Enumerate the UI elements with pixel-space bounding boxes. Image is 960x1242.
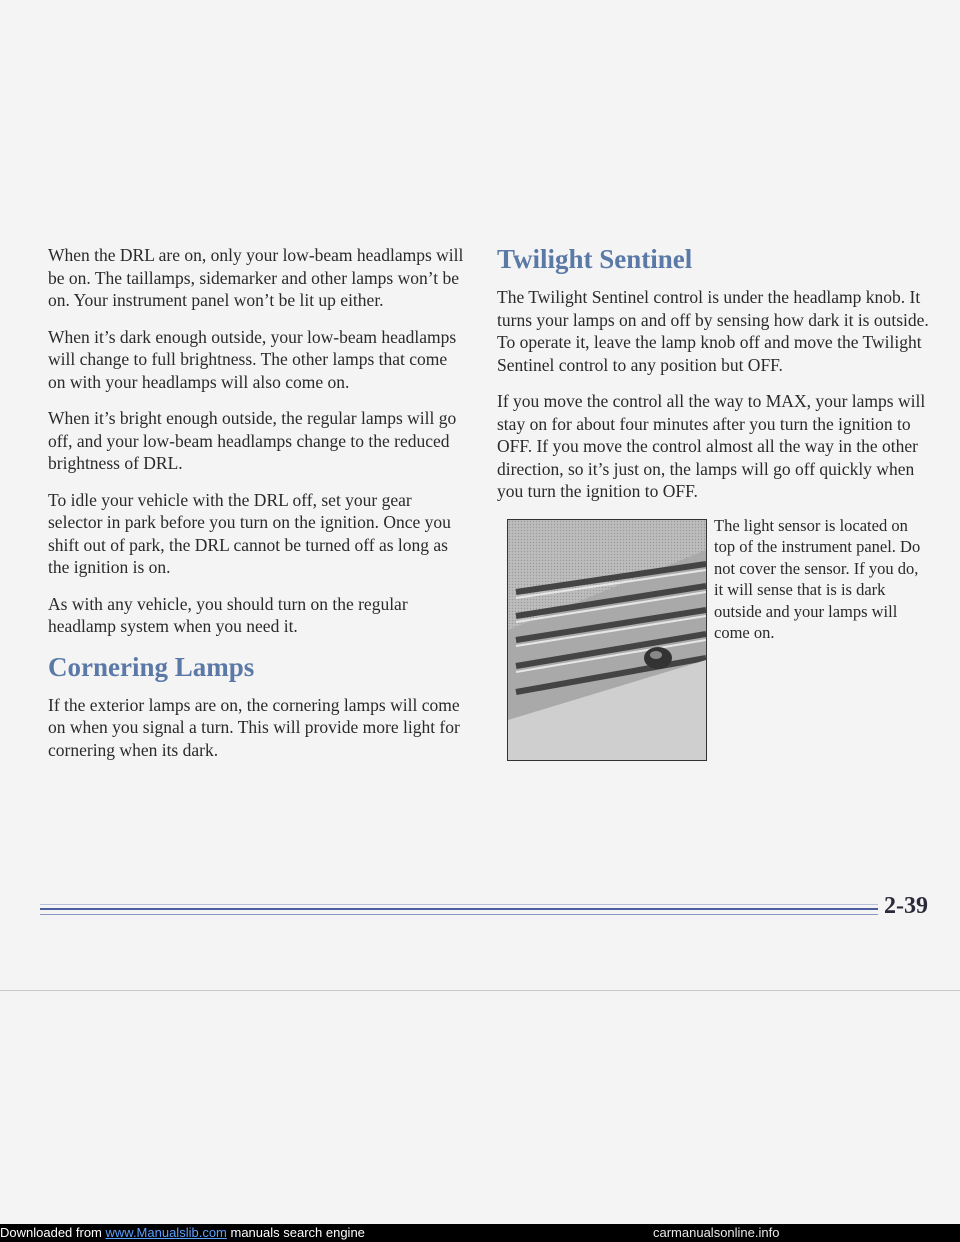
light-sensor-photo — [507, 519, 707, 761]
page-number: 2-39 — [884, 893, 928, 919]
scan-edge-line — [0, 990, 960, 991]
twilight-paragraph-2: If you move the control all the way to MAX, your lamps will stay on for about four minutes after you turn the ignition to OFF. If you move the control almost all the way in the other direction, so it’s just on, the lamps will go off quickly when you turn the ignition to OFF. — [497, 391, 926, 501]
drl-paragraph-2: When it’s dark enough outside, your low-beam headlamps will change to full brightness. The other lamps that come on with your headlamps will also come on. — [48, 326, 457, 392]
drl-paragraph-1: When the DRL are on, only your low-beam headlamps will be on. The taillamps, sidemarker and other lamps won’t be on. Your instrument panel won’t be lit up either. — [48, 245, 464, 310]
cornering-lamps-paragraph: If the exterior lamps are on, the cornering lamps will come on when you signal a turn. This will provide more light for cornering when its dark. — [48, 694, 460, 760]
rule-line-top — [40, 904, 878, 905]
right-column — [497, 244, 929, 767]
rule-line-bottom — [40, 914, 878, 915]
drl-paragraph-4: To idle your vehicle with the DRL off, set your gear selector in park before you turn on the ignition. Once you shift out of park, the DRL cannot be turned off as long as the ignition is on. — [48, 489, 451, 577]
twilight-sentinel-heading: Twilight Sentinel — [497, 244, 693, 274]
sensor-figure — [497, 517, 929, 767]
sensor-caption-text: The light sensor is located on top of the instrument panel. Do not cover the sensor. If you do, it will sense that is is dark outside and your lamps will come on. — [714, 515, 921, 642]
manualslib-link[interactable]: www.Manualslib.com — [105, 1225, 227, 1240]
cornering-lamps-heading: Cornering Lamps — [48, 651, 255, 682]
watermark-text: carmanualsonline.info — [653, 1225, 780, 1240]
dashboard-grille-illustration — [508, 520, 706, 760]
download-banner — [0, 1224, 960, 1242]
drl-paragraph-3: When it’s bright enough outside, the regular lamps will go off, and your low-beam headlamps change to the reduced brightness of DRL. — [48, 408, 457, 473]
page-footer-rule — [40, 895, 878, 919]
left-column — [48, 244, 466, 775]
banner-suffix: manuals search engine — [226, 1225, 365, 1240]
rule-line-main — [40, 908, 878, 910]
banner-prefix: Downloaded from — [0, 1225, 106, 1240]
drl-paragraph-5: As with any vehicle, you should turn on the regular headlamp system when you need it. — [48, 593, 408, 636]
sensor-caption — [714, 515, 929, 658]
twilight-paragraph-1: The Twilight Sentinel control is under the headlamp knob. It turns your lamps on and off by sensing how dark it is outside. To operate it, leave the lamp knob off and move the Twilight Sentinel control to any position but OFF. — [497, 287, 929, 375]
